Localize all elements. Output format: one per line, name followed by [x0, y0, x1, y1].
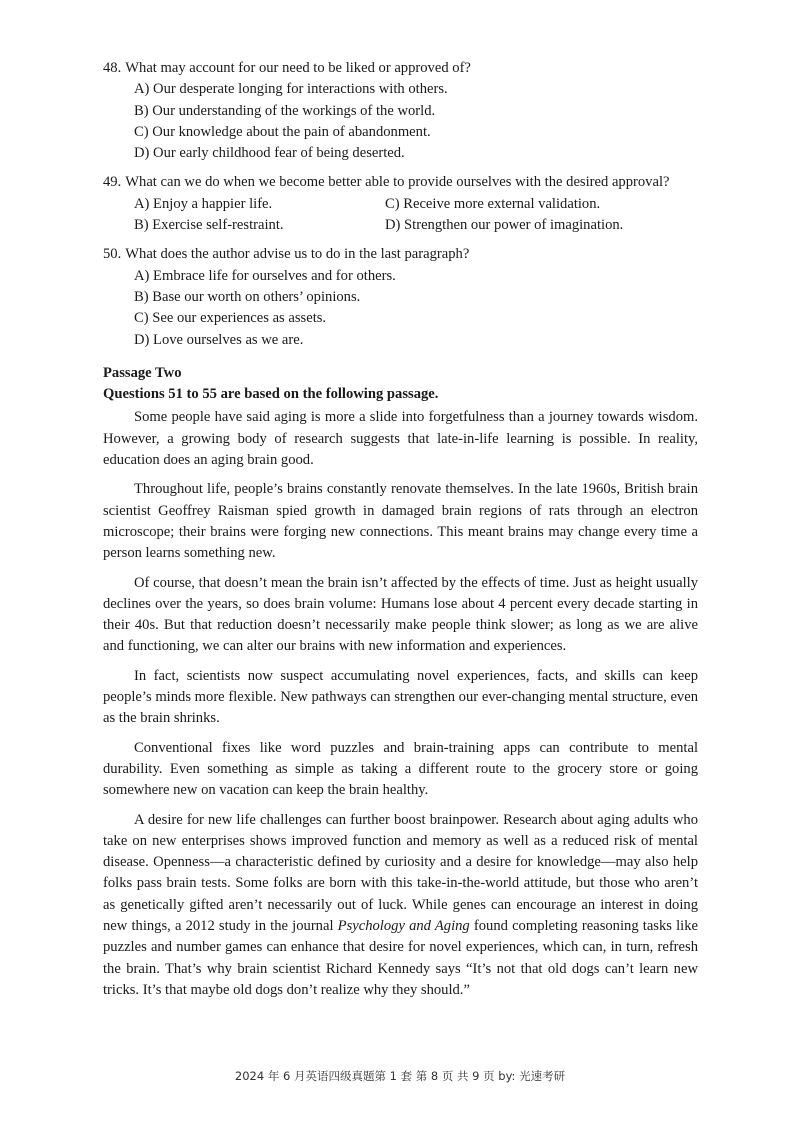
option-list: [103, 79, 698, 164]
question-48: [103, 58, 698, 164]
option-d: D) Love ourselves as we are.: [134, 331, 304, 348]
passage-title: Passage Two: [103, 364, 182, 381]
paragraph-text-before: A desire for new life challenges can further boost brainpower. Research about aging adults who take on new enterprises shows improved function and memory as well as a reduced risk of mental disease. Openness—a characteristic defined by curiosity and a desire for knowledge—may also help folks pass brain tests. Some folks are born with this take-in-the-world attitude, but those who aren’t as genetically gifted aren’t necessarily out of luck. While genes can encourage an interest in doing new things, a 2012 study in the journal: [103, 811, 698, 934]
passage-paragraph-5: Conventional fixes like word puzzles and brain-training apps can contribute to mental durability. Even something as simple as taking a different route to the grocery store or going somewhere new on vacation can keep the brain healthy.: [103, 739, 698, 799]
option-b: B) Base our worth on others’ opinions.: [134, 288, 361, 305]
option-b: B) Exercise self-restraint.: [134, 217, 284, 234]
option-a: A) Embrace life for ourselves and for others.: [134, 267, 396, 284]
passage-paragraph-1: Some people have said aging is more a slide into forgetfulness than a journey towards wisdom. However, a growing body of research suggests that late-in-life learning is possible. In reality, education does an aging brain good.: [103, 409, 698, 469]
option-c: C) See our experiences as assets.: [134, 310, 327, 327]
option-d: D) Our early childhood fear of being deserted.: [134, 145, 405, 162]
question-number: 48.: [103, 60, 122, 76]
option-a: A) Our desperate longing for interactions with others.: [134, 81, 448, 98]
question-text: What may account for our need to be liked or approved of?: [125, 60, 471, 76]
passage-paragraph-2: Throughout life, people’s brains constantly renovate themselves. In the late 1960s, British brain scientist Geoffrey Raisman spied growth in damaged brain regions of rats through an electron microscope; their brains were forging new connections. This meant brains may change every time a person learns something new.: [103, 481, 698, 562]
question-stem: [103, 58, 698, 79]
question-text: What does the author advise us to do in the last paragraph?: [125, 246, 470, 263]
passage-instructions: Questions 51 to 55 are based on the following passage.: [103, 386, 439, 403]
question-49: [103, 172, 698, 236]
option-b: B) Our understanding of the workings of the world.: [134, 102, 436, 119]
question-50: [103, 244, 698, 350]
option-d: D) Strengthen our power of imagination.: [385, 217, 624, 234]
page-footer: 2024 年 6 月英语四级真题第 1 套 第 8 页 共 9 页 by: 光速考研: [234, 1069, 566, 1083]
question-number: 50.: [103, 246, 122, 263]
question-stem: [103, 244, 698, 265]
option-list: [103, 266, 698, 351]
question-stem: [103, 172, 698, 193]
passage-body: [103, 407, 698, 1001]
passage-paragraph-4: In fact, scientists now suspect accumulating novel experiences, facts, and skills can keep people’s minds more flexible. New pathways can strengthen our ever-changing mental structure, even as the brain shrinks.: [103, 667, 698, 727]
passage-paragraph-6: [103, 810, 698, 1002]
journal-title: Psychology and Aging: [337, 917, 470, 934]
question-text: What can we do when we become better able to provide ourselves with the desired approval?: [125, 174, 670, 191]
paragraph-text-after: found completing reasoning tasks like puzzles and number games can enhance that desire for novel experiences, which can, in turn, refresh the brain. That’s why brain scientist Richard Kennedy says “It’s not that old dogs can’t learn new tricks. It’s that maybe old dogs don’t realize why they should.”: [103, 917, 698, 998]
question-number: 49.: [103, 174, 122, 191]
option-c: C) Our knowledge about the pain of abandonment.: [134, 123, 431, 140]
document-page: [103, 58, 698, 1001]
passage-paragraph-3: Of course, that doesn’t mean the brain isn’t affected by the effects of time. Just as height usually declines over the years, so does brain volume: Humans lose about 4 percent every decade starting in their 40s. But that reduction doesn’t necessarily make people think slower; as long as we are alive and functioning, we can alter our brains with new information and experiences.: [103, 574, 698, 655]
option-grid: [103, 194, 698, 237]
option-a: A) Enjoy a happier life.: [134, 195, 273, 212]
option-c: C) Receive more external validation.: [385, 195, 601, 212]
